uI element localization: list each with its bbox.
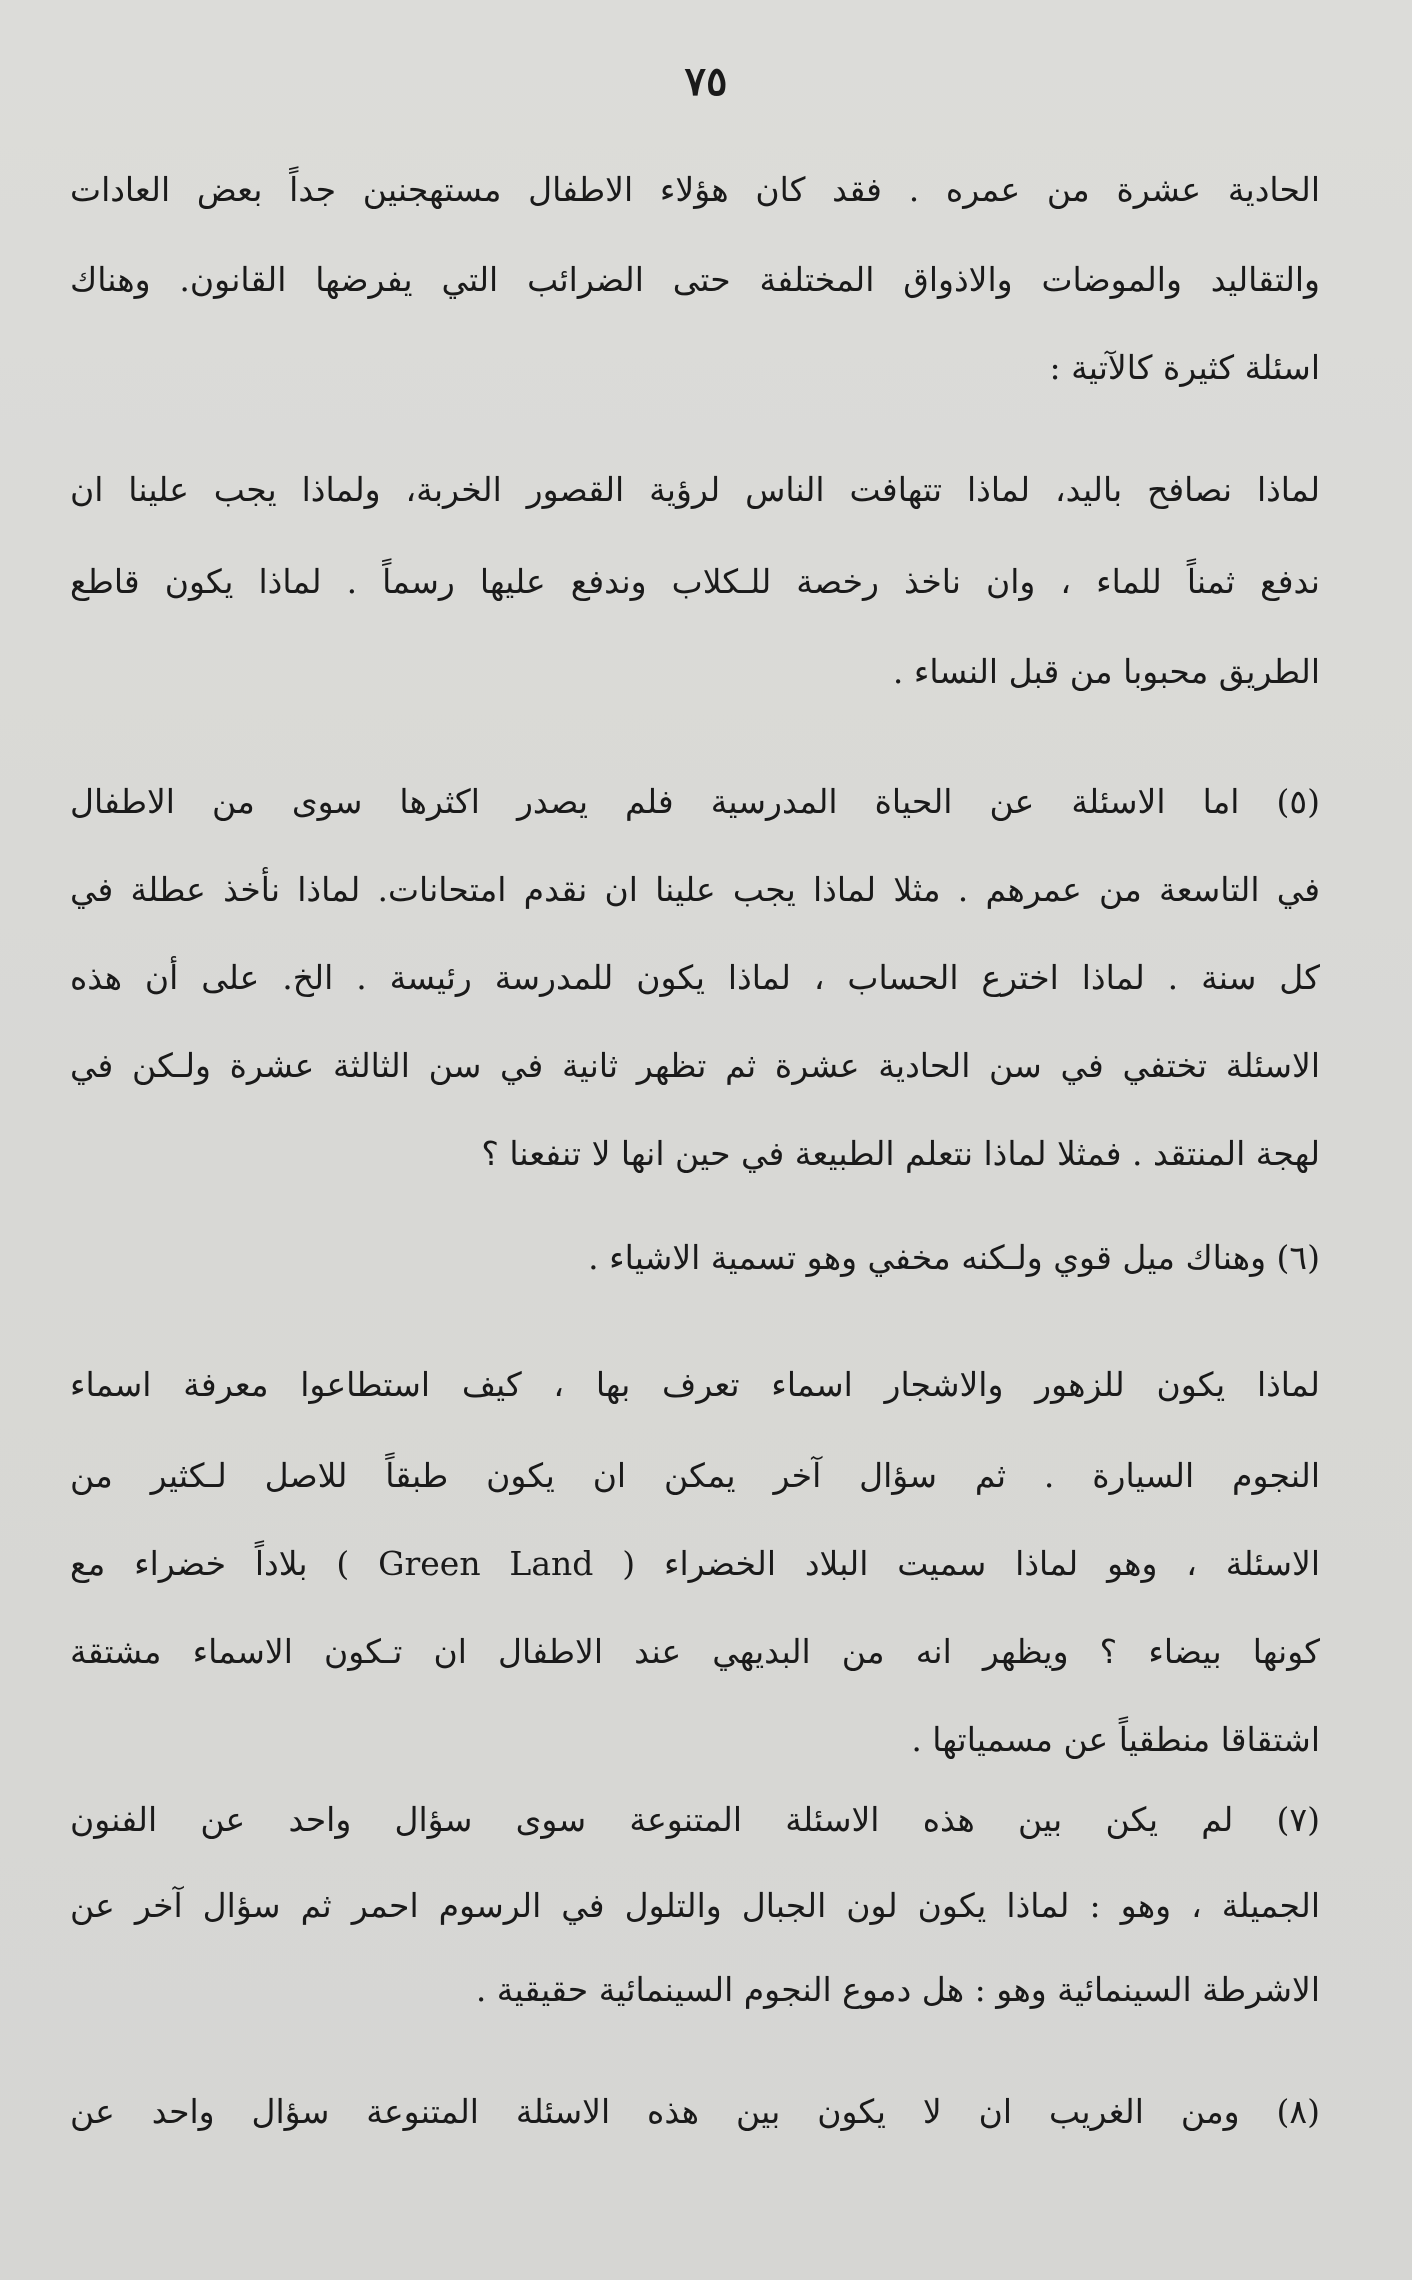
text-line: (٧) لم يكن بين هذه الاسئلة المتنوعة سوى سؤال واحد عن الفنون bbox=[70, 1800, 1320, 1839]
text-line: لهجة المنتقد . فمثلا لماذا نتعلم الطبيعة في حين انها لا تنفعنا ؟ bbox=[481, 1134, 1320, 1173]
page-number: ٧٥ bbox=[684, 58, 728, 105]
text-line: (٦) وهناك ميل قوي ولـكنه مخفي وهو تسمية الاشياء . bbox=[588, 1238, 1320, 1277]
text-line: الجميلة ، وهو : لماذا يكون لون الجبال والتلول في الرسوم احمر ثم سؤال آخر عن bbox=[70, 1886, 1320, 1925]
text-line: النجوم السيارة . ثم سؤال آخر يمكن ان يكون طبقاً للاصل لـكثير من bbox=[70, 1456, 1320, 1495]
text-line: كل سنة . لماذا اخترع الحساب ، لماذا يكون للمدرسة رئيسة . الخ. على أن هذه bbox=[70, 958, 1320, 997]
text-line: والتقاليد والموضات والاذواق المختلفة حتى الضرائب التي يفرضها القانون. وهناك bbox=[70, 260, 1320, 299]
text-line: لماذا نصافح باليد، لماذا تتهافت الناس لرؤية القصور الخربة، ولماذا يجب علينا ان bbox=[70, 470, 1320, 509]
text-line: الطريق محبوبا من قبل النساء . bbox=[892, 652, 1320, 691]
text-line: الاسئلة تختفي في سن الحادية عشرة ثم تظهر ثانية في سن الثالثة عشرة ولـكن في bbox=[70, 1046, 1320, 1085]
text-line: الاشرطة السينمائية وهو : هل دموع النجوم السينمائية حقيقية . bbox=[475, 1970, 1320, 2009]
text-line: الاسئلة ، وهو لماذا سميت البلاد الخضراء ( Green Land ) بلاداً خضراء مع bbox=[70, 1544, 1320, 1583]
text-line: (٨) ومن الغريب ان لا يكون بين هذه الاسئلة المتنوعة سؤال واحد عن bbox=[70, 2092, 1320, 2131]
text-line: (٥) اما الاسئلة عن الحياة المدرسية فلم يصدر اكثرها سوى من الاطفال bbox=[70, 782, 1320, 821]
text-line: في التاسعة من عمرهم . مثلا لماذا يجب علينا ان نقدم امتحانات. لماذا نأخذ عطلة في bbox=[70, 870, 1320, 909]
text-line: كونها بيضاء ؟ ويظهر انه من البديهي عند الاطفال ان تـكون الاسماء مشتقة bbox=[70, 1632, 1320, 1671]
text-line: الحادية عشرة من عمره . فقد كان هؤلاء الاطفال مستهجنين جداً بعض العادات bbox=[70, 170, 1320, 209]
text-line: اسئلة كثيرة كالآتية : bbox=[1049, 348, 1320, 387]
text-line: لماذا يكون للزهور والاشجار اسماء تعرف بها ، كيف استطاعوا معرفة اسماء bbox=[70, 1365, 1320, 1404]
text-line: اشتقاقا منطقياً عن مسمياتها . bbox=[911, 1720, 1320, 1759]
text-line: ندفع ثمناً للماء ، وان ناخذ رخصة للـكلاب وندفع عليها رسماً . لماذا يكون قاطع bbox=[70, 562, 1320, 601]
